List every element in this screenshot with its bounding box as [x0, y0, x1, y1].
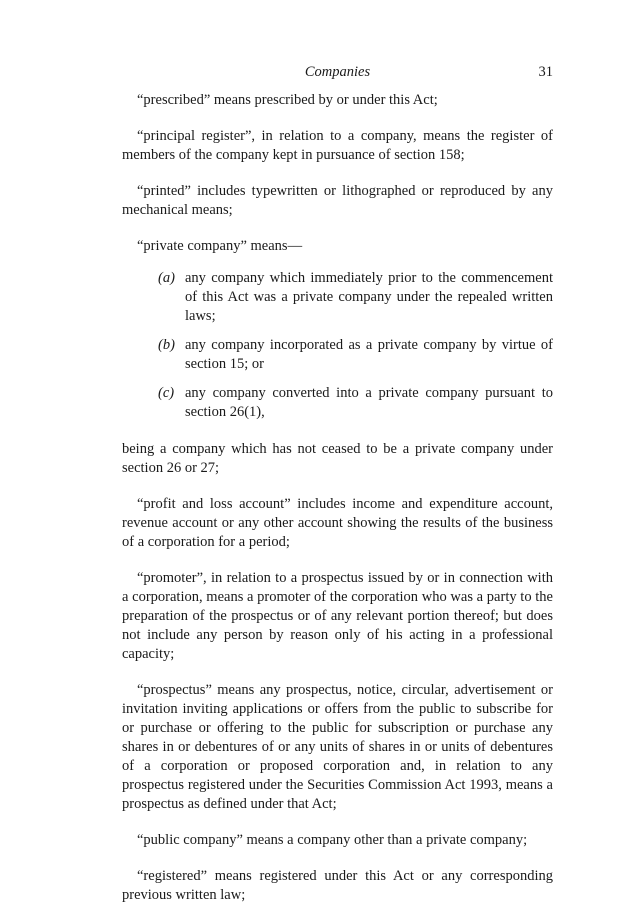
list-item-label: (b) [158, 337, 175, 353]
list-item-text: any company which immediately prior to the commencement of this Act was a private company under the repealed written laws; [185, 270, 553, 324]
private-company-list [122, 269, 553, 422]
list-item-text: any company converted into a private company pursuant to section 26(1), [185, 385, 553, 420]
list-item-label: (a) [158, 270, 175, 286]
definition-printed: “printed” includes typewritten or lithographed or reproduced by any mechanical means; [122, 183, 553, 218]
definition-prescribed: “prescribed” means prescribed by or under this Act; [137, 92, 438, 108]
running-title: Companies [304, 64, 371, 80]
definition-prospectus: “prospectus” means any prospectus, notice, circular, advertisement or invitation inviting applications or offers from the public to subscribe for or purchase or offering to the public for subscription or purchase any shares in or debentures of or any units of shares in or units of debentures of a corporation or proposed corporation and, in relation to any prospectus registered under the Securities Commission Act 1993, means a prospectus as defined under that Act; [122, 682, 553, 812]
definition-public-company: “public company” means a company other than a private company; [137, 832, 528, 848]
page-body [122, 91, 553, 922]
definition-profit-and-loss-account: “profit and loss account” includes income and expenditure account, revenue account or any other account showing the results of the business of a corporation for a period; [122, 496, 553, 550]
definition-principal-register: “principal register”, in relation to a company, means the register of members of the company kept in pursuance of section 158; [122, 128, 553, 163]
list-item [122, 269, 553, 326]
definition-private-company: “private company” means— [137, 238, 303, 254]
list-item [122, 336, 553, 374]
list-item-text: any company incorporated as a private company by virtue of section 15; or [185, 337, 553, 372]
definition-registered: “registered” means registered under this Act or any corresponding previous written law; [122, 868, 553, 903]
list-item-label: (c) [158, 385, 175, 401]
page-header [122, 64, 553, 84]
page-number: 31 [538, 64, 553, 80]
definition-promoter: “promoter”, in relation to a prospectus issued by or in connection with a corporation, means a promoter of the corporation who was a party to the preparation of the prospectus or of any relevant portion thereof; but does not include any person by reason only of his acting in a professional capacity; [122, 570, 553, 662]
private-company-tail: being a company which has not ceased to be a private company under section 26 or 27; [122, 441, 553, 476]
list-item [122, 384, 553, 422]
